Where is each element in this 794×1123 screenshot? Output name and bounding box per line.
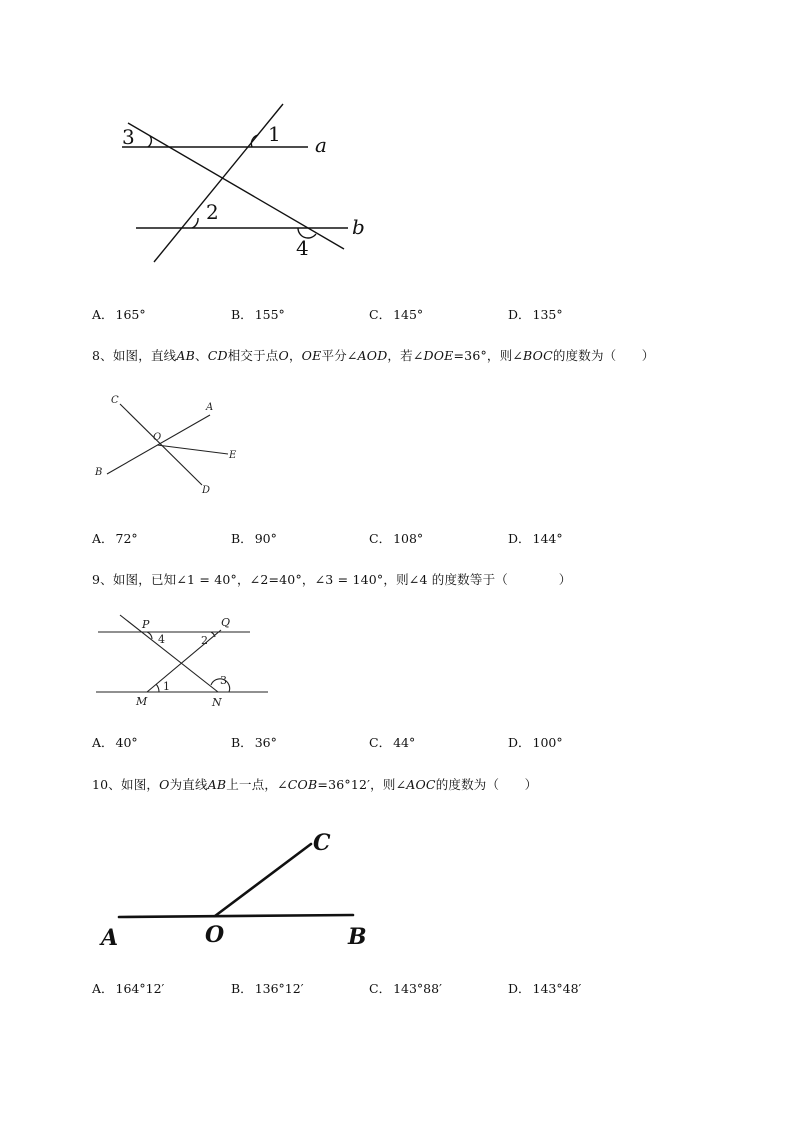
label-c: C [313,830,331,856]
option-value: 144° [532,531,563,546]
option-value: 164°12′ [115,981,165,996]
option-letter: D． [508,307,531,322]
q8-var-ab: AB [176,348,195,363]
q10-text: 的度数为（ ） [435,777,538,792]
q8-text: ，若∠ [387,348,424,363]
q9-option-c[interactable] [369,733,415,751]
q10-var-o: O [159,777,170,792]
line-ab [119,915,353,917]
q7-options [0,305,794,323]
q8-text: ， [288,348,302,363]
q8-var-boc: BOC [523,348,553,363]
label-angle-3: 3 [220,674,227,687]
q9-stem: 9、如图，已知∠1 = 40°，∠2=40°，∠3 = 140°，则∠4 的度数等于（ ） [92,572,572,587]
label-angle-1: 1 [163,680,170,693]
q8-stem [92,346,654,364]
option-letter: A． [92,307,114,322]
option-value: 155° [254,307,285,322]
q7-option-a[interactable] [92,305,146,323]
q9-options [0,733,794,751]
q10-option-c[interactable] [369,979,442,997]
figure-parallel-lines-ab [110,95,380,270]
option-value: 108° [393,531,424,546]
label-line-b: b [352,215,365,239]
label-p: P [142,618,150,631]
q8-text: =36°，则∠ [453,348,524,363]
transversal-2 [128,123,344,249]
option-value: 40° [115,735,138,750]
q7-option-b[interactable] [231,305,285,323]
label-angle-1: 1 [268,122,281,146]
label-angle-4: 4 [296,236,309,260]
option-letter: C． [369,981,392,996]
q8-option-c[interactable] [369,529,423,547]
q8-var-doe: DOE [423,348,454,363]
option-letter: A． [92,531,114,546]
label-a: A [206,402,214,413]
q8-var-cd: CD [207,348,228,363]
q9-option-d[interactable] [508,733,563,751]
q8-option-a[interactable] [92,529,138,547]
q8-var-o: O [278,348,289,363]
q8-text: 、 [194,348,208,363]
q10-text: 为直线 [169,777,208,792]
option-letter: A． [92,735,114,750]
label-angle-4: 4 [158,633,165,646]
line-ab [107,415,210,474]
angle-arc-2 [192,218,198,228]
option-value: 143°88′ [393,981,442,996]
transversal-1 [154,104,283,262]
option-value: 145° [393,307,424,322]
q8-var-aod: AOD [357,348,388,363]
option-letter: D． [508,531,531,546]
option-value: 44° [393,735,416,750]
ray-oe [157,445,228,454]
label-e: E [229,450,237,461]
q8-var-oe: OE [301,348,322,363]
q7-option-c[interactable] [369,305,423,323]
q10-option-b[interactable] [231,979,304,997]
label-q: Q [221,616,231,629]
q10-options [0,979,794,997]
option-value: 90° [254,531,277,546]
label-b: B [348,924,367,950]
q9-option-b[interactable] [231,733,277,751]
option-value: 165° [115,307,146,322]
label-a: A [101,925,119,951]
ray-oc [215,844,311,916]
option-value: 136°12′ [254,981,304,996]
q10-var-aoc: AOC [406,777,436,792]
q10-var-ab: AB [207,777,227,792]
q8-option-d[interactable] [508,529,563,547]
q10-option-a[interactable] [92,979,164,997]
label-n: N [212,696,222,709]
option-value: 100° [532,735,563,750]
label-b: B [95,467,103,478]
option-letter: C． [369,307,392,322]
option-value: 72° [115,531,138,546]
label-angle-2: 2 [201,634,208,647]
q10-stem [92,775,537,793]
q9-option-a[interactable] [92,733,138,751]
q8-text: 的度数为（ ） [552,348,655,363]
q8-options [0,529,794,547]
label-o: O [205,922,225,948]
option-letter: B． [231,307,253,322]
q8-text: 8、如图，直线 [92,348,177,363]
label-angle-3: 3 [122,125,135,149]
label-c: C [111,395,119,406]
option-letter: B． [231,735,253,750]
figure-line-ab-ray-oc [95,820,385,955]
q8-text: 平分∠ [321,348,358,363]
q10-text: =36°12′，则∠ [317,777,407,792]
q10-text: 上一点，∠ [226,777,288,792]
label-m: M [136,695,148,708]
option-letter: A． [92,981,114,996]
q7-option-d[interactable] [508,305,563,323]
option-value: 135° [532,307,563,322]
option-value: 36° [254,735,277,750]
q10-text: 10、如图， [92,777,160,792]
figure-intersecting-lines [90,390,250,500]
option-letter: D． [508,735,531,750]
label-angle-2: 2 [206,200,219,224]
option-letter: B． [231,531,253,546]
label-line-a: a [315,133,327,157]
option-letter: C． [369,531,392,546]
label-o: O [153,432,162,443]
q10-option-d[interactable] [508,979,581,997]
option-value: 143°48′ [532,981,582,996]
q10-var-cob: COB [287,777,318,792]
figure-parallel-crossing [90,610,275,710]
option-letter: D． [508,981,531,996]
label-d: D [202,485,211,496]
option-letter: C． [369,735,392,750]
angle-arc-1 [156,684,159,692]
q8-text: 相交于点 [227,348,279,363]
line-cd [120,404,202,485]
option-letter: B． [231,981,253,996]
angle-arc-3 [148,136,151,147]
q8-option-b[interactable] [231,529,277,547]
